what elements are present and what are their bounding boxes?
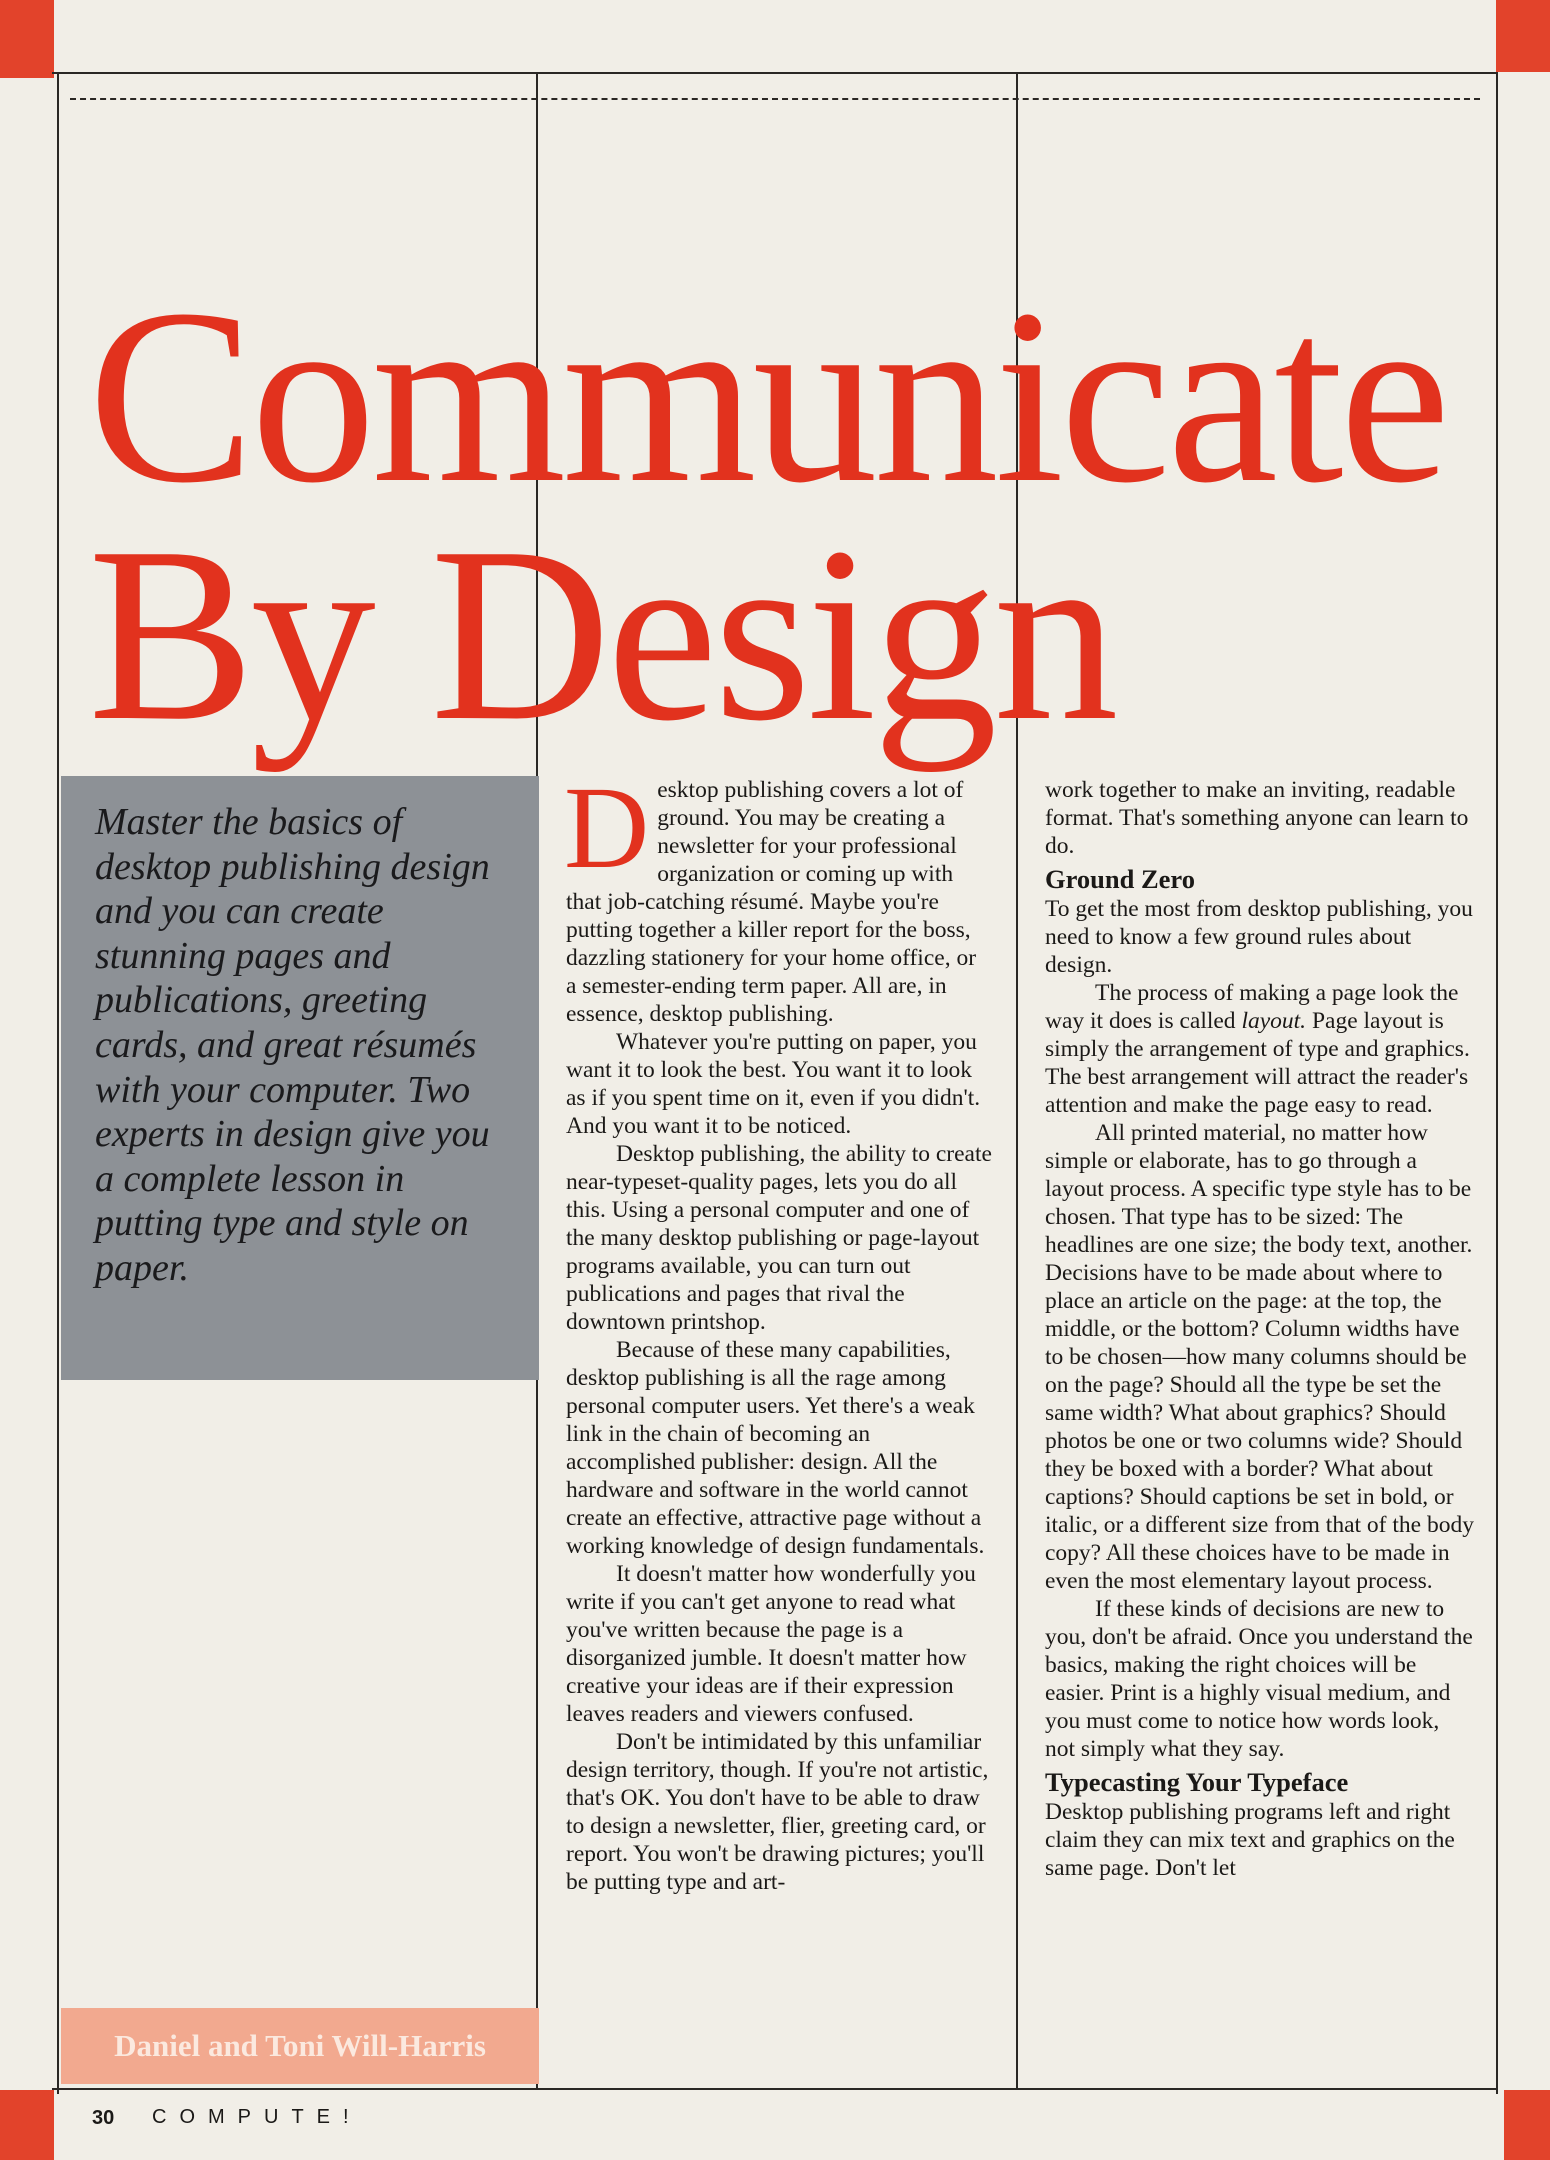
- frame-rule-left: [57, 72, 59, 2094]
- paragraph-1-text: esktop publishing covers a lot of ground. You may be creating a newsletter for your professional organization or coming up with that job-catching résumé. Maybe you're putting together a killer report for the boss, dazzling stationery for your home office, or a semester-ending term paper. All are, in essence, desktop publishing.: [566, 777, 977, 1027]
- paragraph-printed-material: All printed material, no matter how simple or elaborate, has to go through a layout process. A specific type style has to be chosen. That type has to be sized: The headlines are one size; the body text, another. Decisions have to be made about where to place an article on the page: at the top, the middle, or the bottom? Column widths have to be chosen—how many columns should be on the page? Should all the type be set the same width? What about graphics? Should photos be one or two columns wide? Should they be boxed with a border? What about captions? Should captions be set in bold, or italic, or a different size from that of the body copy? All these choices have to be made in even the most elementary layout process.: [1045, 1120, 1474, 1594]
- paragraph-layout: [1045, 979, 1475, 1119]
- drop-cap: D: [564, 762, 650, 893]
- body-column-1: [564, 762, 992, 1896]
- frame-rule-top: [52, 72, 1498, 74]
- corner-block-top-right: [1496, 0, 1550, 72]
- body-column-2: [1045, 776, 1475, 1882]
- corner-block-bottom-right: [1504, 2090, 1550, 2160]
- deck-text: Master the basics of desktop publishing design and you can create stunning pages and publications, greeting cards, and great résumés with your computer. Two experts in design give you a complete lesson in putting type and style on paper.: [95, 801, 490, 1289]
- paragraph-5: It doesn't matter how wonderfully you write if you can't get anyone to read what you've written because the page is a disorganized jumble. It doesn't matter how creative your ideas are if their expression leaves readers and viewers confused.: [566, 1561, 976, 1727]
- frame-rule-right: [1496, 72, 1498, 2094]
- paragraph-programs: Desktop publishing programs left and right claim they can mix text and graphics on the same page. Don't let: [1045, 1799, 1455, 1881]
- paragraph-ground-rules: To get the most from desktop publishing, you need to know a few ground rules about design.: [1045, 896, 1473, 978]
- paragraph-2: Whatever you're putting on paper, you want it to look the best. You want it to look as if you spent time on it, even if you didn't. And you want it to be noticed.: [566, 1029, 981, 1139]
- subhead-ground-zero: Ground Zero: [1045, 864, 1195, 894]
- term-layout: layout.: [1241, 1008, 1307, 1034]
- magazine-name: COMPUTE!: [152, 2106, 362, 2128]
- corner-block-top-left: [0, 0, 54, 78]
- paragraph-layout-after: Page layout is simply the arrangement of type and graphics. The best arrangement will attract the reader's attention and make the page easy to read.: [1045, 1008, 1470, 1118]
- headline-line-2: By Design: [88, 496, 1115, 773]
- paragraph-4: Because of these many capabilities, desktop publishing is all the rage among personal computer users. Yet there's a weak link in the chain of becoming an accomplished publisher: design. All the hardware and software in the world cannot create an effective, attractive page without a working knowledge of design fundamentals.: [566, 1337, 985, 1559]
- paragraph-layout-before: The process of making a page look the way it does is called: [1045, 980, 1459, 1034]
- corner-block-bottom-left: [0, 2090, 54, 2160]
- headline-line-1: Communicate: [88, 258, 1447, 535]
- frame-rule-bottom: [52, 2088, 1498, 2090]
- paragraph-1: [564, 762, 992, 1028]
- byline: Daniel and Toni Will-Harris: [114, 2028, 486, 2063]
- paragraph-3: Desktop publishing, the ability to create near-typeset-quality pages, lets you do all this. Using a personal computer and one of the many desktop publishing or page-layout programs available, you can turn out publications and pages that rival the downtown printshop.: [566, 1141, 992, 1335]
- paragraph-continued: work together to make an inviting, readable format. That's something anyone can learn to do.: [1045, 777, 1469, 859]
- dashed-guide-rule: [70, 98, 1480, 100]
- page-number: 30: [92, 2107, 115, 2129]
- paragraph-6: Don't be intimidated by this unfamiliar design territory, though. If you're not artistic, that's OK. You don't have to be able to draw to design a newsletter, flier, greeting card, or report. You won't be drawing pictures; you'll be putting type and art-: [566, 1729, 989, 1895]
- subhead-typecasting: Typecasting Your Typeface: [1045, 1767, 1349, 1797]
- paragraph-decisions: If these kinds of decisions are new to you, don't be afraid. Once you understand the basics, making the right choices will be easier. Print is a highly visual medium, and you must come to notice how words look, not simply what they say.: [1045, 1596, 1473, 1762]
